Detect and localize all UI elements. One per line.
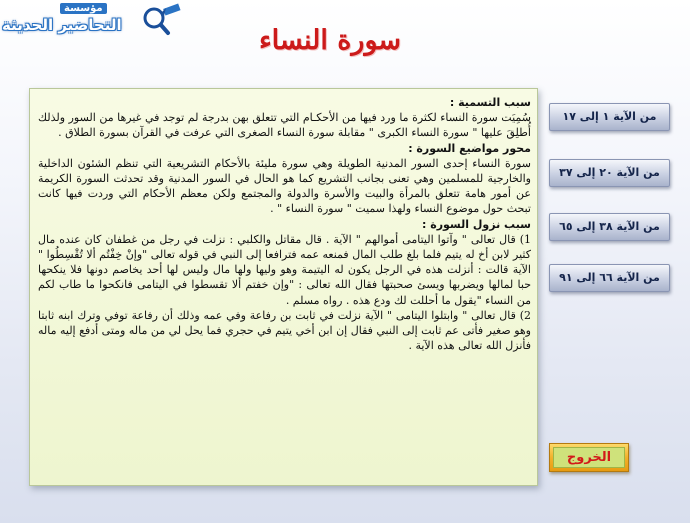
naming-heading: سبب التسمية : [449,96,531,109]
reason-text-1: 1) قال تعالى " وآتوا اليتامى أموالهم " الآية . قال مقاتل والكلبي : نزلت في رجل من غطفان كان عنده مال كثير لابن أخ له يتيم فلما بلغ طلب المال فمنعه عمه فترافعا إلى النبي في قوله تعالى "وإنْ خِفْتُم ألا تُقْسِطُوا " الآية قالت : أنزلت هذه في الرجل يكون له اليتيمة وهو وليها ولها مال وليس لها أحد يخاصم دونها فلا ينكحها حبا لمالها ويضربها ويسئ صحبتها فقال الله تعالى : "وإن خفتم ألا تقسطوا في اليتامى فانكحوا ما طاب لكم من النساء "يقول ما أحللت لك ودع هذه . رواه مسلم . [38,232,531,307]
naming-text: سُمِيَت سورة النساء لكثرة ما ورد فيها من الأحكـام التي تتعلق بهن بدرجة لم توجد في غيرها من السور ولذلك أُطلِقَ عليها " سورة النساء الكبرى " مقابلة سورة النساء الصغرى التي عرفت في القرآن بسورة الطلاق . [38,111,531,140]
page-title: سورة النساء [258,25,402,56]
nav-button-verses-20-37[interactable]: من الآية ٢٠ إلى ٣٧ [549,159,670,187]
topics-heading: محور مواضيع السورة : [408,141,531,155]
reason-text-2: 2) قال تعالى " وابتلوا اليتامى " الآية نزلت في ثابت بن رفاعة وفي عمه وذلك أن رفاعة توفي وترك ابنه ثابتا وهو صغير فأتى عم ثابت إلى النبي فقال إن ابن أخي يتيم في حجري فما يحل لي من ماله ومتى أدفع إليه ماله فأنزل الله تعالى هذه الآية . [37,308,531,353]
logo-subtitle: مؤسسة [60,3,107,14]
content-panel[interactable] [29,88,538,486]
pen-magnifier-icon [142,2,182,38]
reason-heading: سبب نزول السورة : [421,217,531,231]
logo [2,2,182,42]
nav-button-verses-1-17[interactable]: من الآية ١ إلى ١٧ [549,103,670,131]
nav-button-verses-38-65[interactable]: من الآية ٣٨ إلى ٦٥ [549,213,670,241]
logo-name: التحاضير الحديثة [2,16,122,34]
exit-button[interactable] [549,443,629,472]
exit-button-label: الخروج [553,447,625,468]
topics-text: سورة النساء إحدى السور المدنية الطويلة وهي سورة مليئة بالأحكام التشريعية التي تنظم الشئون الداخلية والخارجية للمسلمين وهي تعنى بجانب التشريع كما هو الحال في السور المدنية وقد تحدثت السورة الكريمة عن أمور هامة تتعلق بالمرأة والبيت والأسرة والدولة والمجتمع ولكن معظم الأحكام التي وردت فيها كانت تبحث حول موضوع النساء ولهذا سميت " سورة النساء " . [38,156,531,216]
nav-button-verses-66-91[interactable]: من الآية ٦٦ إلى ٩١ [549,264,670,292]
